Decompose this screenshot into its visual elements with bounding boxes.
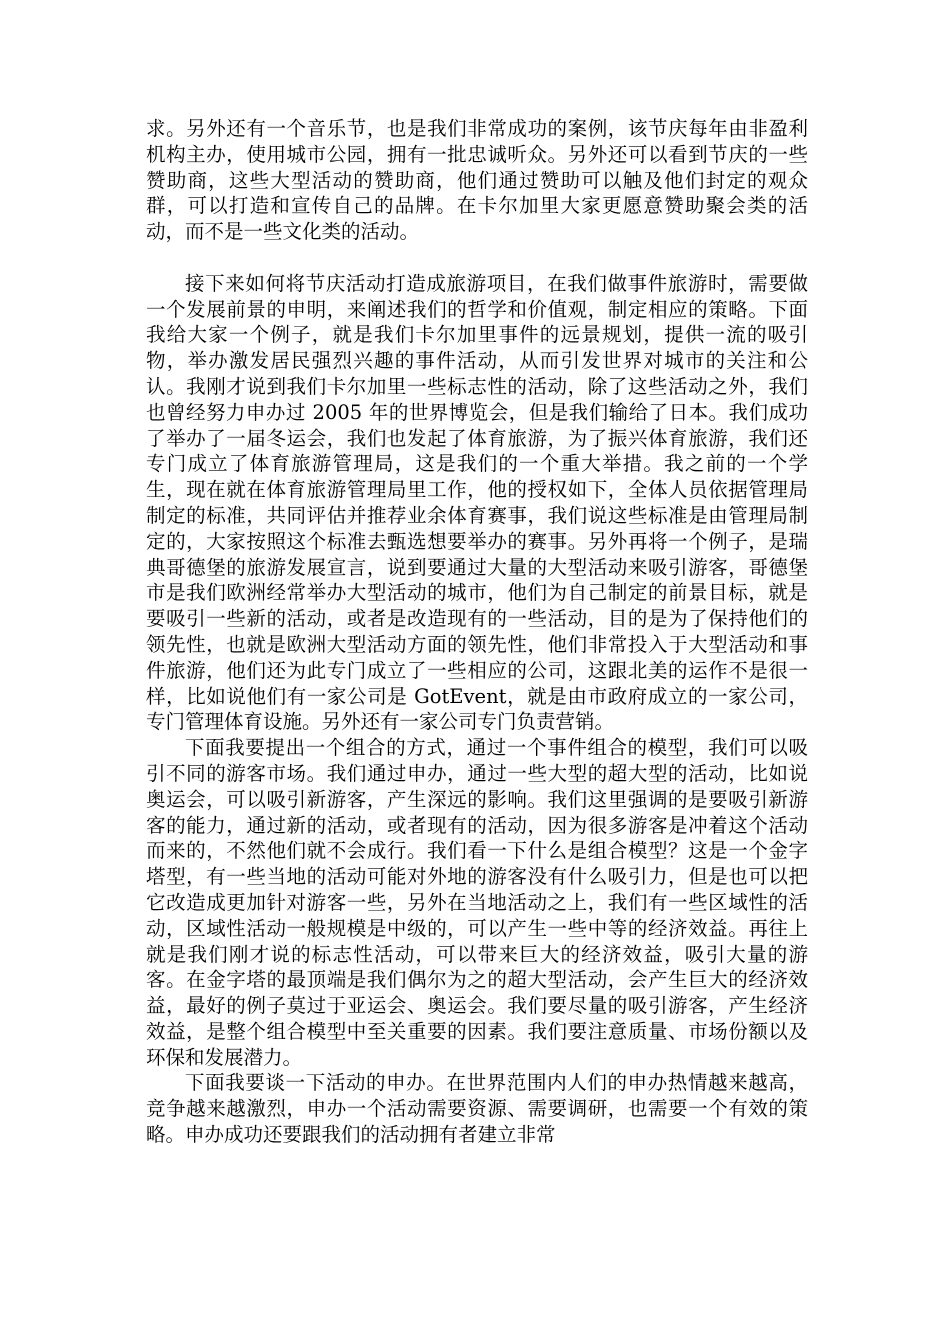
paragraph-event-bidding: 下面我要谈一下活动的申办。在世界范围内人们的申办热情越来越高，竞争越来越激烈，申办一个活动需要资源、需要调研，也需要一个有效的策略。申办成功还要跟我们的活动拥有者建立非常: [146, 1071, 808, 1147]
body-text: [146, 116, 808, 1148]
paragraph-continuation: 求。另外还有一个音乐节，也是我们非常成功的案例，该节庆每年由非盈利机构主办，使用城市公园，拥有一批忠诚听众。另外还可以看到节庆的一些赞助商，这些大型活动的赞助商，他们通过赞助可以触及他们封定的观众群，可以打造和宣传自己的品牌。在卡尔加里大家更愿意赞助聚会类的活动，而不是一些文化类的活动。: [146, 117, 808, 244]
paragraph-event-tourism-vision: 接下来如何将节庆活动打造成旅游项目，在我们做事件旅游时，需要做一个发展前景的申明，来阐述我们的哲学和价值观，制定相应的策略。下面我给大家一个例子，就是我们卡尔加里事件的远景规划，提供一流的吸引物，举办激发居民强烈兴趣的事件活动，从而引发世界对城市的关注和公认。我刚才说到我们卡尔加里一些标志性的活动，除了这些活动之外，我们也曾经努力申办过 2005 年的世界博览会，但是我们输给了日本。我们成功了举办了一届冬运会，我们也发起了体育旅游，为了振兴体育旅游，我们还专门成立了体育旅游管理局，这是我们的一个重大举措。我之前的一个学生，现在就在体育旅游管理局里工作，他的授权如下，全体人员依据管理局制定的标准，共同评估并推荐业余体育赛事，我们说这些标准是由管理局制定的，大家按照这个标准去甄选想要举办的赛事。另外再将一个例子，是瑞典哥德堡的旅游发展宣言，说到要通过大量的大型活动来吸引游客，哥德堡市是我们欧洲经常举办大型活动的城市，他们为自己制定的前景目标，就是要吸引一些新的活动，或者是改造现有的一些活动，目的是为了保持他们的领先性，也就是欧洲大型活动方面的领先性，他们非常投入于大型活动和事件旅游，他们还为此专门成立了一些相应的公司，这跟北美的运作不是很一样，比如说他们有一家公司是 GotEvent，就是由市政府成立的一家公司，专门管理体育设施。另外还有一家公司专门负责营销。: [146, 271, 808, 734]
paragraph-portfolio-model: 下面我要提出一个组合的方式，通过一个事件组合的模型，我们可以吸引不同的游客市场。我们通过申办，通过一些大型的超大型的活动，比如说奥运会，可以吸引新游客，产生深远的影响。我们这里强调的是要吸引新游客的能力，通过新的活动，或者现有的活动，因为很多游客是冲着这个活动而来的，不然他们就不会成行。我们看一下什么是组合模型？这是一个金字塔型，有一些当地的活动可能对外地的游客没有什么吸引力，但是也可以把它改造成更加针对游客一些，另外在当地活动之上，我们有一些区域性的活动，区域性活动一般规模是中级的，可以产生一些中等的经济效益。再往上就是我们刚才说的标志性活动，可以带来巨大的经济效益，吸引大量的游客。在金字塔的最顶端是我们偶尔为之的超大型活动，会产生巨大的经济效益，最好的例子莫过于亚运会、奥运会。我们要尽量的吸引游客，产生经济效益，是整个组合模型中至关重要的因素。我们要注意质量、市场份额以及环保和发展潜力。: [146, 736, 808, 1069]
